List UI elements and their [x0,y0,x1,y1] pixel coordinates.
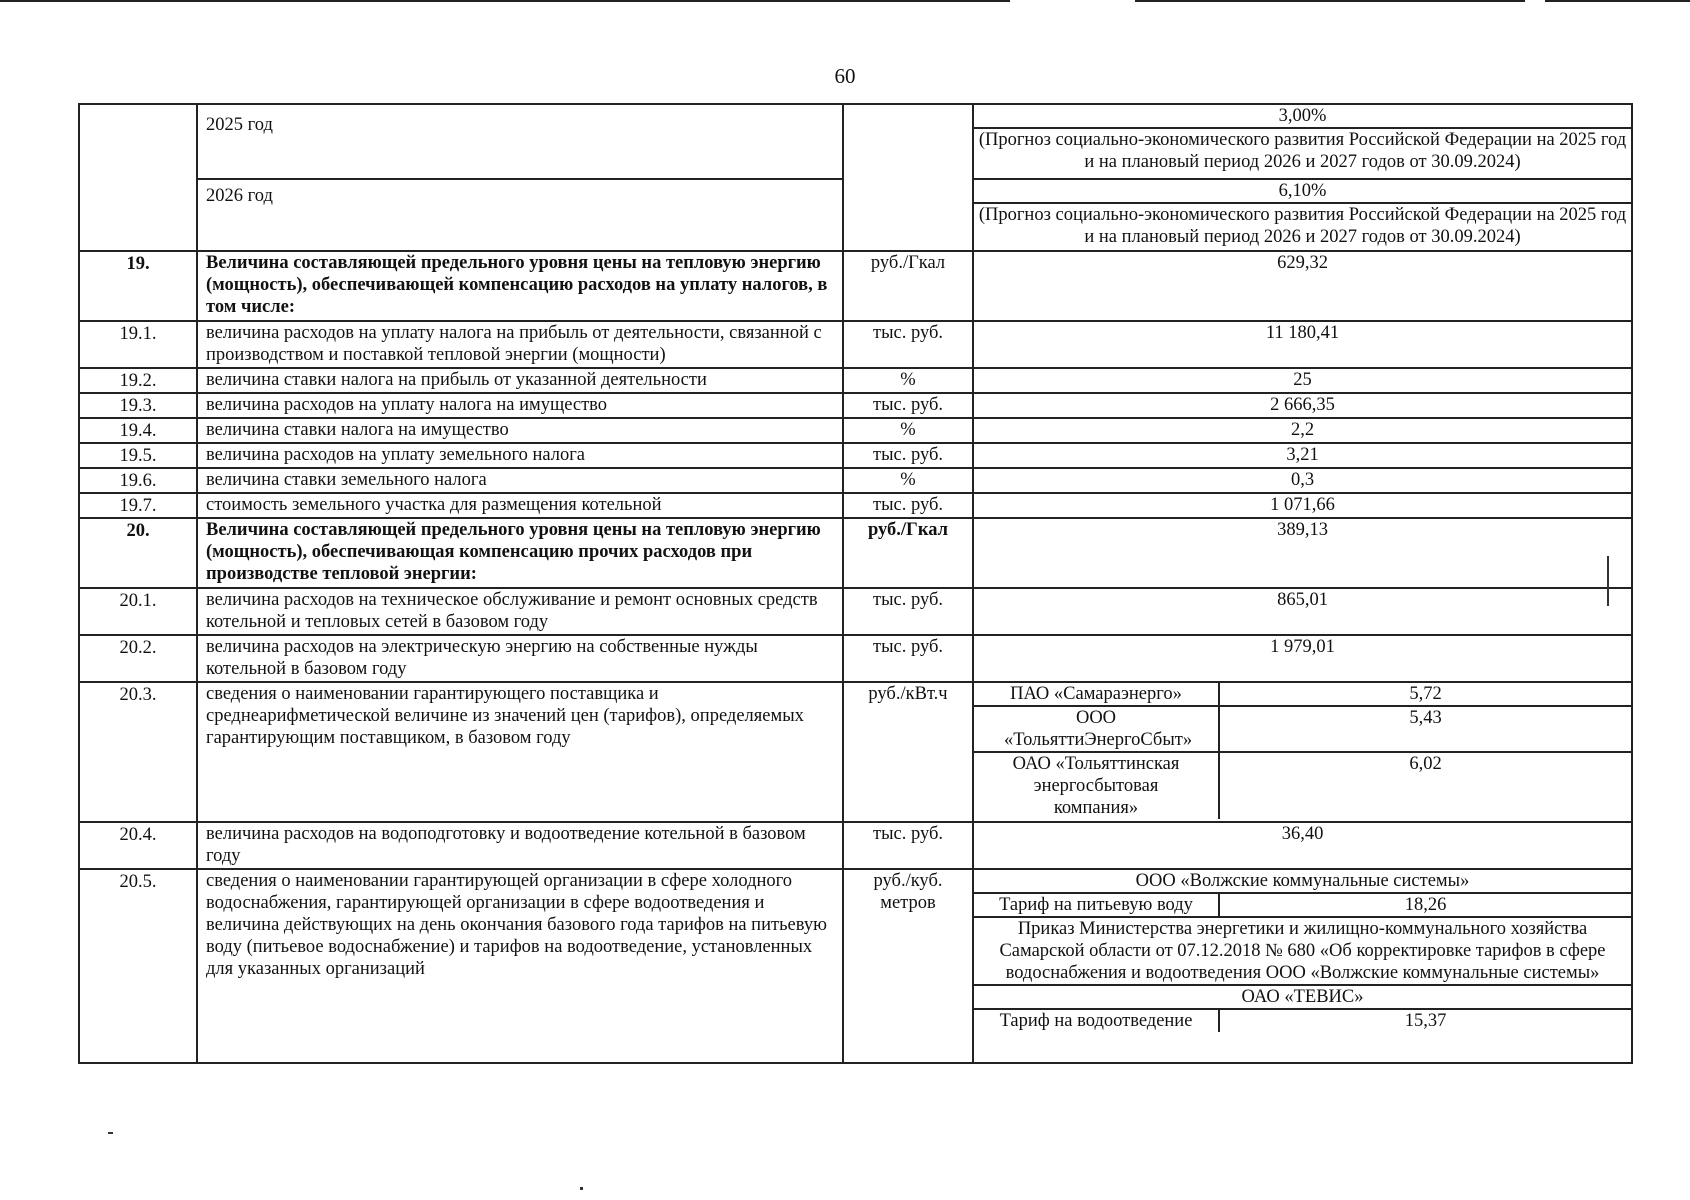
scan-speck [580,1187,583,1190]
row-value: 36,40 [973,822,1632,869]
row-unit: % [843,368,973,393]
year-unit-cell [843,179,973,251]
year-value-cell [973,179,1632,251]
table-row [79,393,1632,418]
table-row [79,468,1632,493]
scan-speck [1607,556,1609,606]
supplier-cell [973,682,1632,822]
row-unit: руб./кВт.ч [843,682,973,822]
water-org-name: ООО «Волжские коммунальные системы» [1135,871,1470,891]
row-number: 19.3. [79,393,197,418]
scan-edge-line [0,0,1010,2]
row-unit: % [843,418,973,443]
row-unit: тыс. руб. [843,321,973,368]
row-description: стоимость земельного участка для размещения котельной [197,493,843,518]
row-value: 865,01 [973,588,1632,635]
table-row [79,869,1632,1063]
tariff-order: Приказ Министерства энергетики и жилищно-коммунального хозяйства Самарской области от 07.12.2018 № 680 «Об корректировке тарифов в сфере водоснабжения и водоотведения ООО «Волжские коммунальные системы» [974,917,1631,985]
supplier-value: 5,72 [1409,684,1442,704]
row-value: 2,2 [973,418,1632,443]
sewage-org-name: ОАО «ТЕВИС» [974,985,1631,1009]
forecast-value: 6,10% [1278,181,1327,201]
year-unit-cell [843,104,973,179]
row-number: 19.6. [79,468,197,493]
row-description: величина ставки налога на прибыль от указанной деятельности [197,368,843,393]
row-number: 19.2. [79,368,197,393]
tariff-label: Тариф на питьевую воду [974,893,1219,917]
table-row [79,518,1632,588]
row-value: 11 180,41 [973,321,1632,368]
row-value: 2 666,35 [973,393,1632,418]
supplier-name: ООО «ТольяттиЭнергоСбыт» [974,706,1219,752]
table-row [79,588,1632,635]
year-value-table [974,105,1631,173]
page-number: 60 [834,64,856,88]
table-row [79,418,1632,443]
scan-edge-line [1545,0,1690,2]
row-number: 20.5. [79,869,197,1063]
row-unit: руб./Гкал [843,518,973,588]
table-row [79,321,1632,368]
row-number: 19.5. [79,443,197,468]
row-number: 19.7. [79,493,197,518]
scan-edge-line [1135,0,1525,2]
year-num-cell [79,179,197,251]
row-value: 0,3 [973,468,1632,493]
row-value: 389,13 [973,518,1632,588]
row-unit: тыс. руб. [843,588,973,635]
year-value-table [974,180,1631,248]
supplier-name: ОАО «Тольяттинская энергосбытовая компания» [974,752,1219,819]
year-label: 2026 год [197,179,843,251]
row-unit: руб./куб. метров [843,869,973,1063]
row-description: величина расходов на водоподготовку и водоотведение котельной в базовом году [197,822,843,869]
row-number: 19.1. [79,321,197,368]
row-description: величина ставки земельного налога [197,468,843,493]
table-row [79,822,1632,869]
row-description: величина расходов на техническое обслуживание и ремонт основных средств котельной и тепловых сетей в базовом году [197,588,843,635]
supplier-name: ПАО «Самараэнерго» [974,683,1219,706]
row-value: 629,32 [973,251,1632,321]
year-label: 2025 год [197,104,843,179]
water-tariff-table [974,870,1631,1032]
row-value: 1 979,01 [973,635,1632,682]
row-description: сведения о наименовании гарантирующей организации в сфере холодного водоснабжения, гарантирующей организации в сфере водоотведения и величина действующих на день окончания базового года тарифов на питьевую воду (питьевое водоснабжение) и тарифов на водоотведение, установленных для указанных организаций [197,869,843,1063]
row-description: величина расходов на уплату земельного налога [197,443,843,468]
row-number: 19.4. [79,418,197,443]
row-description: Величина составляющей предельного уровня цены на тепловую энергию (мощность), обеспечивающей компенсацию расходов на уплату налогов, в том числе: [197,251,843,321]
row-number: 20.2. [79,635,197,682]
row-value: 1 071,66 [973,493,1632,518]
row-description: величина расходов на электрическую энергию на собственные нужды котельной в базовом году [197,635,843,682]
table-row [79,635,1632,682]
row-unit: % [843,468,973,493]
row-unit: тыс. руб. [843,822,973,869]
year-num-cell [79,104,197,179]
supplier-row [974,683,1631,706]
year-row-2025 [79,104,1632,179]
table-row [79,493,1632,518]
row-unit: тыс. руб. [843,493,973,518]
row-unit: тыс. руб. [843,443,973,468]
table-row [79,251,1632,321]
row-value: 3,21 [973,443,1632,468]
table-row [79,368,1632,393]
row-unit: тыс. руб. [843,393,973,418]
tariff-value: 15,37 [1219,1009,1631,1032]
row-description: величина расходов на уплату налога на имущество [197,393,843,418]
forecast-value: 3,00% [1278,106,1327,126]
tariff-label: Тариф на водоотведение [974,1009,1219,1032]
row-number: 20. [79,518,197,588]
row-value: 25 [973,368,1632,393]
row-number: 20.1. [79,588,197,635]
row-number: 20.3. [79,682,197,822]
supplier-row [974,752,1631,819]
row-description: Величина составляющей предельного уровня цены на тепловую энергию (мощность), обеспечивающая компенсацию прочих расходов при производстве тепловой энергии: [197,518,843,588]
year-row-2026 [79,179,1632,251]
supplier-row [974,706,1631,752]
table-row [79,682,1632,822]
supplier-value: 5,43 [1219,706,1631,752]
water-tariff-cell [973,869,1632,1063]
forecast-source: (Прогноз социально-экономического развития Российской Федерации на 2025 год и на плановый период 2026 и 2027 годов от 30.09.2024) [974,203,1631,248]
supplier-value: 6,02 [1219,752,1631,819]
row-number: 20.4. [79,822,197,869]
row-description: величина ставки налога на имущество [197,418,843,443]
scan-speck [108,1132,113,1134]
row-description: сведения о наименовании гарантирующего поставщика и среднеарифметической величине из значений цен (тарифов), определяемых гарантирующим поставщиком, в базовом году [197,682,843,822]
tariff-parameters-table [78,103,1633,1064]
row-unit: руб./Гкал [843,251,973,321]
table-row [79,443,1632,468]
forecast-source: (Прогноз социально-экономического развития Российской Федерации на 2025 год и на плановый период 2026 и 2027 годов от 30.09.2024) [974,128,1631,173]
supplier-table [974,683,1631,819]
row-description: величина расходов на уплату налога на прибыль от деятельности, связанной с производством и поставкой тепловой энергии (мощности) [197,321,843,368]
row-number: 19. [79,251,197,321]
row-unit: тыс. руб. [843,635,973,682]
tariff-value: 18,26 [1219,893,1631,917]
year-value-cell [973,104,1632,179]
